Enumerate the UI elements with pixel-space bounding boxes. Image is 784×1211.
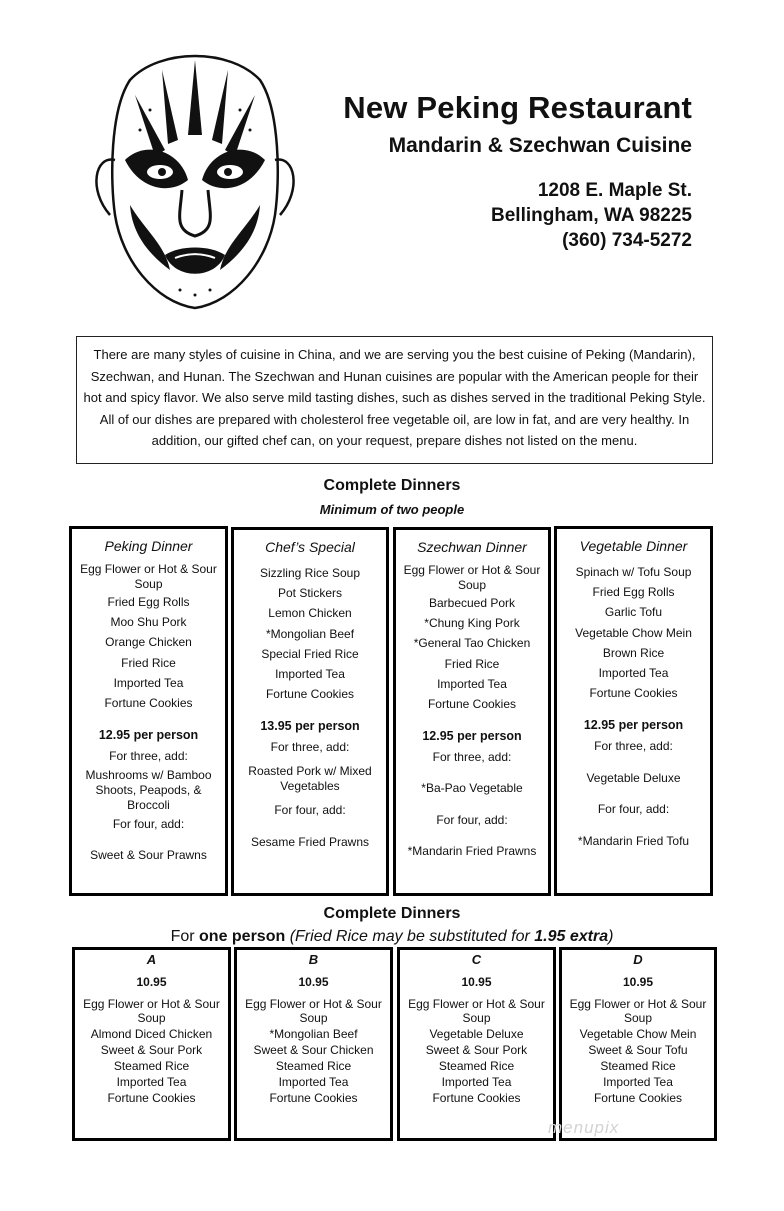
for-four-item: *Mandarin Fried Tofu <box>577 833 690 848</box>
single-dinner-item: Sweet & Sour Pork <box>100 1043 203 1057</box>
dinner-item: Brown Rice <box>602 645 665 660</box>
restaurant-name: New Peking Restaurant <box>343 90 692 125</box>
single-dinner-card <box>234 947 393 1141</box>
for-four-item: *Mandarin Fried Prawns <box>407 844 537 859</box>
for-three-label: For three, add: <box>270 740 350 755</box>
dinner-item: Fried Rice <box>444 656 500 671</box>
dinner-item: Fortune Cookies <box>427 697 517 712</box>
single-dinner-item: Imported Tea <box>441 1075 512 1089</box>
single-dinner-price: 10.95 <box>622 975 654 989</box>
single-dinner-item: Fortune Cookies <box>432 1091 521 1105</box>
single-dinner-item: Imported Tea <box>116 1075 187 1089</box>
dinner-item: Egg Flower or Hot & Sour Soup <box>403 563 541 592</box>
one-person-note: (Fried Rice may be substituted for <box>289 928 530 945</box>
restaurant-address <box>343 178 692 253</box>
dinner-item: Special Fried Rice <box>261 646 359 661</box>
for-four-item: Sesame Fried Prawns <box>250 834 370 849</box>
for-three-item: Roasted Pork w/ Mixed Vegetables <box>248 764 372 794</box>
for-three-label: For three, add: <box>594 739 673 754</box>
dinner-item: Moo Shu Pork <box>110 614 187 629</box>
single-dinner-item: Fortune Cookies <box>593 1091 683 1105</box>
one-person-for: For <box>170 928 195 945</box>
dinner-price: 13.95 per person <box>260 719 360 734</box>
dinner-item: Imported Tea <box>275 667 345 682</box>
dinner-item: Garlic Tofu <box>604 605 663 620</box>
section-subtitle-one-person <box>0 928 784 946</box>
single-dinner-card <box>397 947 556 1141</box>
dinner-card <box>554 526 713 896</box>
single-dinner-card <box>72 947 231 1141</box>
single-dinner-item: Imported Tea <box>278 1075 349 1089</box>
address-line1: 1208 E. Maple St. <box>537 180 692 201</box>
single-dinner-price: 10.95 <box>136 975 167 989</box>
for-four-label: For four, add: <box>597 802 670 817</box>
single-dinner-item: Imported Tea <box>603 1075 673 1089</box>
for-three-item: Vegetable Deluxe <box>586 770 681 785</box>
single-dinner-card <box>559 947 717 1141</box>
single-dinner-price: 10.95 <box>298 975 329 989</box>
single-dinner-item: Vegetable Deluxe <box>429 1027 524 1041</box>
single-dinner-item: Steamed Rice <box>275 1059 352 1073</box>
for-four-label: For four, add: <box>274 803 346 818</box>
one-person-extra-price: 1.95 extra <box>534 928 609 945</box>
intro-paragraph: There are many styles of cuisine in China, and we are serving you the best cuisine of Peking (Mandarin), Szechwan, and Hunan. The Szechwan and Hunan cuisines are popular with the American people for their hot and spicy flavor. We also serve mild tasting dishes, such as dishes served in the traditional Peking Style. All of our dishes are prepared with cholesterol free vegetable oil, are low in fat, and are very healthy. In addition, our gifted chef can, on your request, prepare dishes not listed on the menu. <box>76 336 713 464</box>
single-dinner-item: Fortune Cookies <box>269 1091 358 1105</box>
dinner-name: Peking Dinner <box>104 538 193 554</box>
opera-mask-logo <box>70 40 315 320</box>
dinner-price: 12.95 per person <box>583 718 684 733</box>
dinner-item: *Mongolian Beef <box>265 626 355 641</box>
dinner-price: 12.95 per person <box>98 727 199 742</box>
dinner-name: Szechwan Dinner <box>417 539 527 555</box>
single-dinner-letter: D <box>633 952 643 967</box>
dinner-card <box>393 527 551 896</box>
restaurant-header <box>343 90 692 253</box>
menupix-watermark: menupix <box>548 1118 620 1137</box>
single-dinner-price: 10.95 <box>461 975 492 989</box>
single-dinner-item: Sweet & Sour Tofu <box>588 1043 688 1057</box>
dinner-item: Barbecued Pork <box>428 595 516 610</box>
restaurant-subtitle: Mandarin & Szechwan Cuisine <box>388 134 692 157</box>
single-dinner-item: Almond Diced Chicken <box>90 1027 213 1041</box>
dinner-item: Fried Egg Rolls <box>592 584 675 599</box>
dinner-item: Imported Tea <box>437 676 507 691</box>
single-dinner-item: Steamed Rice <box>600 1059 676 1073</box>
dinner-name: Vegetable Dinner <box>579 538 688 554</box>
single-dinner-item: Egg Flower or Hot & Sour Soup <box>569 997 707 1025</box>
dinner-item: Fortune Cookies <box>104 696 193 711</box>
section-subtitle-minimum: Minimum of two people <box>319 502 465 517</box>
dinner-item: Vegetable Chow Mein <box>575 625 692 640</box>
dinner-item: Spinach w/ Tofu Soup <box>575 564 692 579</box>
dinner-item: *General Tao Chicken <box>413 636 531 651</box>
for-four-item: Sweet & Sour Prawns <box>90 848 207 863</box>
one-person-close: ) <box>608 928 614 945</box>
single-dinner-item: Egg Flower or Hot & Sour Soup <box>408 997 545 1025</box>
dinner-item: Fried Rice <box>121 655 176 670</box>
dinner-item: Pot Stickers <box>277 585 343 600</box>
dinner-item: Imported Tea <box>113 675 184 690</box>
for-four-label: For four, add: <box>436 812 508 827</box>
phone-number: (360) 734-5272 <box>562 230 692 251</box>
single-dinner-item: Vegetable Chow Mein <box>579 1027 697 1041</box>
dinner-item: *Chung King Pork <box>424 615 520 630</box>
dinner-item: Egg Flower or Hot & Sour Soup <box>80 562 217 591</box>
section-title-complete-dinners-one: Complete Dinners <box>323 905 461 922</box>
address-line2: Bellingham, WA 98225 <box>491 205 692 226</box>
for-three-label: For three, add: <box>432 749 512 764</box>
dinner-item: Fried Egg Rolls <box>107 594 190 609</box>
for-three-item: *Ba-Pao Vegetable <box>421 781 523 796</box>
dinner-item: Fortune Cookies <box>589 686 678 701</box>
for-three-label: For three, add: <box>109 748 188 763</box>
single-dinner-item: *Mongolian Beef <box>269 1027 358 1041</box>
dinner-item: Fortune Cookies <box>265 687 355 702</box>
dinner-item: Imported Tea <box>598 666 669 681</box>
for-four-label: For four, add: <box>112 816 185 831</box>
dinner-card <box>231 527 389 896</box>
dinner-item: Lemon Chicken <box>268 606 352 621</box>
single-dinner-item: Sweet & Sour Pork <box>425 1043 528 1057</box>
dinner-item: Sizzling Rice Soup <box>259 565 361 580</box>
dinner-item: Orange Chicken <box>105 635 192 650</box>
single-dinner-item: Steamed Rice <box>438 1059 515 1073</box>
single-dinner-letter: B <box>308 952 319 967</box>
single-dinner-letter: C <box>471 952 482 967</box>
single-dinner-item: Egg Flower or Hot & Sour Soup <box>83 997 220 1025</box>
dinner-name: Chef’s Special <box>265 539 355 555</box>
section-title-complete-dinners: Complete Dinners <box>323 477 461 494</box>
single-dinner-item: Sweet & Sour Chicken <box>253 1043 374 1057</box>
single-dinner-letter: A <box>146 952 157 967</box>
single-dinner-item: Steamed Rice <box>113 1059 190 1073</box>
dinner-price: 12.95 per person <box>422 728 522 743</box>
dinner-card <box>69 526 228 896</box>
one-person-bold: one person <box>199 928 286 945</box>
single-dinner-item: Fortune Cookies <box>107 1091 196 1105</box>
for-three-item: Mushrooms w/ Bamboo Shoots, Peapods, & Broccoli <box>85 767 212 812</box>
single-dinner-item: Egg Flower or Hot & Sour Soup <box>245 997 382 1025</box>
